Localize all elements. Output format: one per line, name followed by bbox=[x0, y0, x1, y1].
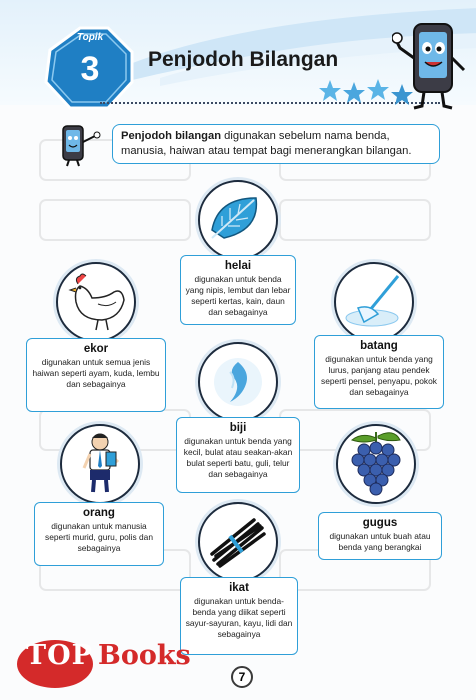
gugus-image-circle bbox=[336, 424, 416, 504]
card-batang-title: batang bbox=[360, 340, 398, 352]
orang-image-circle bbox=[60, 424, 140, 504]
card-orang-title: orang bbox=[83, 507, 115, 519]
intro-definition-box bbox=[112, 124, 440, 164]
ekor-image-circle bbox=[56, 262, 136, 342]
biji-image-circle bbox=[198, 342, 278, 422]
card-gugus-title: gugus bbox=[362, 517, 398, 529]
page-title: Penjodoh Bilangan bbox=[148, 48, 339, 71]
phone-mascot-icon bbox=[392, 18, 472, 110]
card-orang-desc: digunakan untuk manusia seperti murid, guru, polis dan sebagainya bbox=[45, 521, 153, 553]
card-helai-desc: digunakan untuk benda yang nipis, lembut dan lebar seperti kertas, kain, daun dan sebagainya bbox=[185, 274, 291, 317]
card-biji-title: biji bbox=[229, 422, 247, 434]
card-batang-desc: digunakan untuk benda yang lurus, panjang atau pendek seperti pensel, penyapu, pokok dan sebagainya bbox=[321, 354, 437, 397]
grapes-icon bbox=[338, 426, 414, 502]
page-number: 7 bbox=[231, 666, 253, 688]
card-helai-title: helai bbox=[224, 260, 252, 272]
watermark-top: TOP bbox=[26, 640, 93, 671]
card-batang bbox=[314, 335, 444, 409]
intro-text: digunakan sebelum nama benda, manusia, haiwan atau tempat bagi menerangkan bilangan. bbox=[121, 130, 412, 157]
leaf-icon bbox=[200, 182, 276, 258]
wood-bundle-icon bbox=[200, 504, 276, 580]
topik-label: Topik bbox=[76, 32, 104, 43]
small-phone-mascot-icon bbox=[55, 124, 103, 168]
card-helai bbox=[180, 255, 296, 325]
batang-image-circle bbox=[334, 262, 414, 342]
card-gugus bbox=[318, 512, 442, 560]
chicken-icon bbox=[58, 264, 134, 340]
card-biji-desc: digunakan untuk benda yang kecil, bulat atau seakan-akan bulat seperti batu, guli, telur dan sebagainya bbox=[183, 436, 293, 479]
ikat-image-circle bbox=[198, 502, 278, 582]
helai-image-circle bbox=[198, 180, 278, 260]
card-ekor-title: ekor bbox=[83, 343, 109, 355]
intro-term: Penjodoh bilangan bbox=[121, 130, 222, 142]
card-ikat-desc: digunakan untuk benda-benda yang diikat seperti sayur-sayuran, kayu, lidi dan sebagainya bbox=[185, 596, 293, 639]
card-biji bbox=[176, 417, 300, 493]
card-ekor bbox=[26, 338, 166, 412]
card-ikat-title: ikat bbox=[229, 582, 249, 594]
card-gugus-desc: digunakan untuk buah atau benda yang berangkai bbox=[329, 531, 431, 552]
marble-icon bbox=[200, 344, 276, 420]
student-icon bbox=[62, 426, 138, 502]
card-ekor-desc: digunakan untuk semua jenis haiwan seperti ayam, kuda, lembu dan sebagainya bbox=[32, 357, 160, 389]
topik-number: 3 bbox=[80, 50, 100, 88]
watermark-books: Books bbox=[98, 640, 191, 671]
card-orang bbox=[34, 502, 164, 566]
broom-icon bbox=[336, 264, 412, 340]
